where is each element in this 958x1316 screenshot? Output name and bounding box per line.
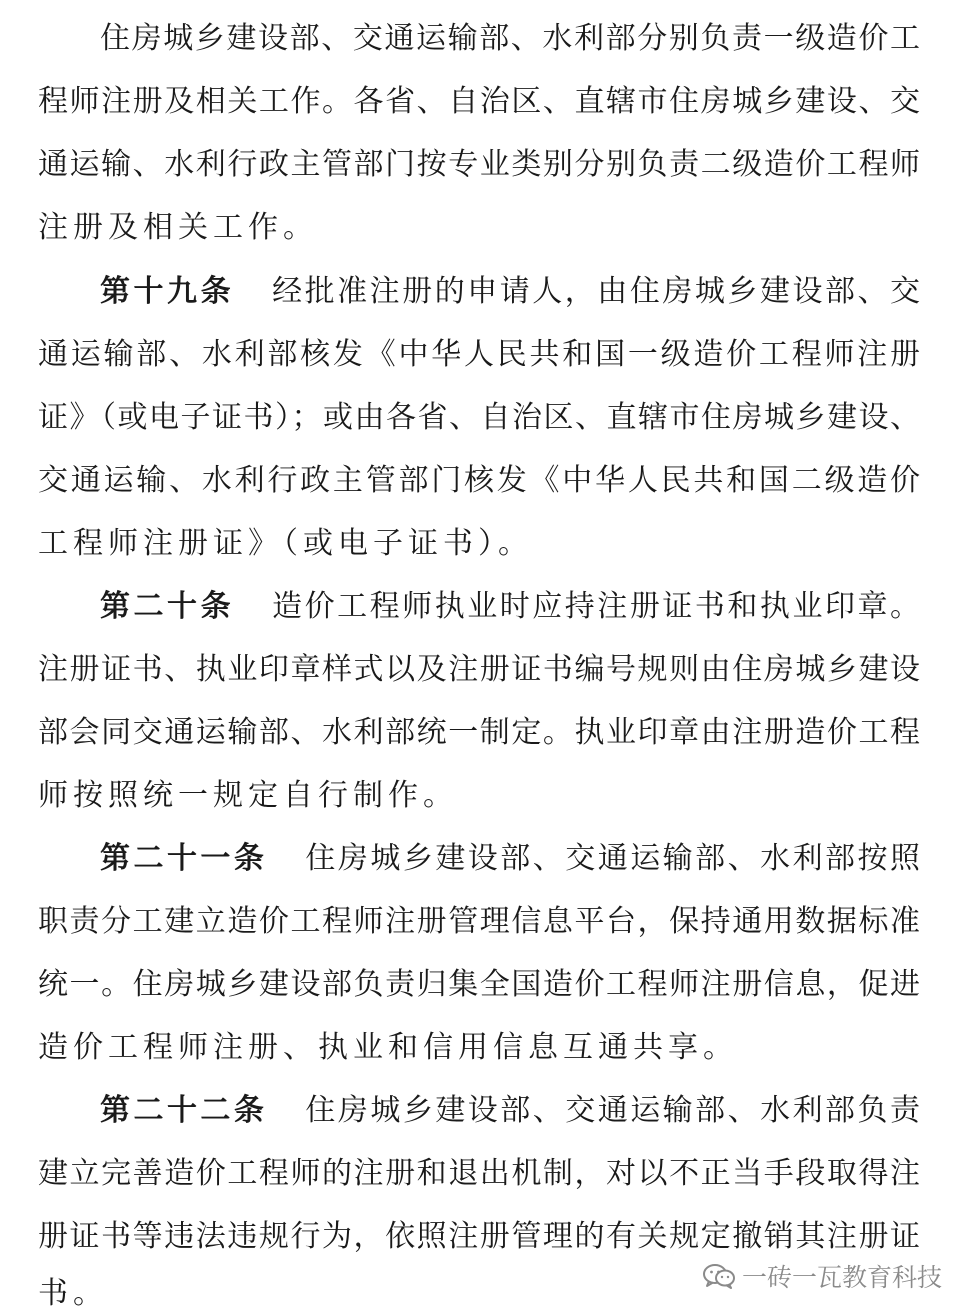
text-line: 工程师注册证》（或电子证书）。 <box>38 526 533 561</box>
text-line: 交通运输、水利行政主管部门核发《中华人民共和国二级造价 <box>38 463 920 498</box>
text-line: 程师注册及相关工作。各省、自治区、直辖市住房城乡建设、交 <box>38 84 920 119</box>
watermark-text: 一砖一瓦教育科技 <box>742 1263 943 1292</box>
article-19-first-line <box>100 274 920 310</box>
text-line: 通运输部、水利部核发《中华人民共和国一级造价工程师注册 <box>38 337 920 372</box>
text-line: 造价工程师注册、执业和信用信息互通共享。 <box>38 1030 738 1065</box>
wechat-icon <box>702 1263 736 1289</box>
text-line: 师按照统一规定自行制作。 <box>38 778 458 813</box>
text-line: 统一。住房城乡建设部负责归集全国造价工程师注册信息，促进 <box>38 967 920 1002</box>
text-line: 注册及相关工作。 <box>38 210 318 245</box>
text-line: 建立完善造价工程师的注册和退出机制，对以不正当手段取得注 <box>38 1156 920 1191</box>
text-segment: 经批准注册的申请人，由住房城乡建设部、交 <box>272 274 920 309</box>
text-segment: 造价工程师执业时应持注册证书和执业印章。 <box>272 589 920 624</box>
watermark <box>702 1258 942 1294</box>
text-line: 册证书等违法违规行为，依照注册管理的有关规定撤销其注册证 <box>38 1219 920 1254</box>
article-number: 第二十条 <box>100 589 235 624</box>
text-segment: 住房城乡建设部、交通运输部、水利部负责 <box>305 1093 920 1128</box>
article-22-first-line <box>100 1093 920 1129</box>
text-line: 职责分工建立造价工程师注册管理信息平台，保持通用数据标准 <box>38 904 920 939</box>
text-line: 证》（或电子证书）；或由各省、自治区、直辖市住房城乡建设、 <box>38 400 920 435</box>
text-line: 注册证书、执业印章样式以及注册证书编号规则由住房城乡建设 <box>38 652 920 687</box>
text-segment: 住房城乡建设部、交通运输部、水利部按照 <box>305 841 920 876</box>
article-21-first-line <box>100 841 920 877</box>
text-line: 通运输、水利行政主管部门按专业类别分别负责二级造价工程师 <box>38 147 920 182</box>
text-line: 书。 <box>38 1276 108 1311</box>
text-line: 部会同交通运输部、水利部统一制定。执业印章由注册造价工程 <box>38 715 920 750</box>
text-line: 住房城乡建设部、交通运输部、水利部分别负责一级造价工 <box>100 21 920 56</box>
article-20-first-line <box>100 589 920 625</box>
article-number: 第二十一条 <box>100 841 268 876</box>
article-number: 第十九条 <box>100 274 235 309</box>
article-number: 第二十二条 <box>100 1093 268 1128</box>
